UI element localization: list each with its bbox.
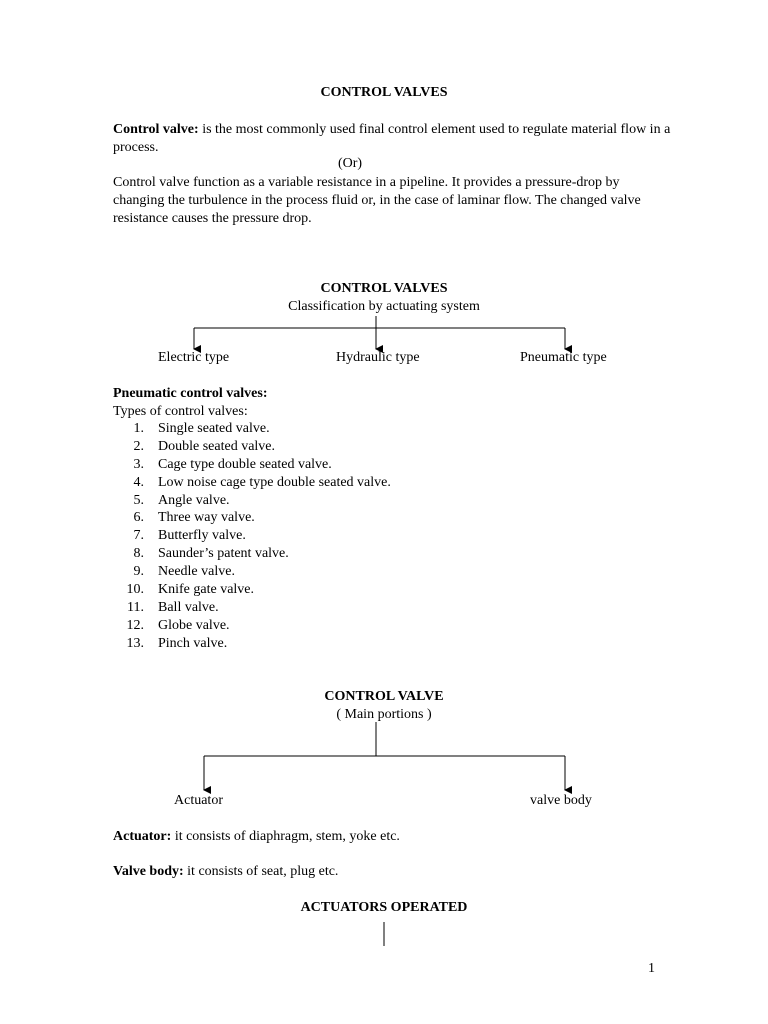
list-item: 12. Globe valve.: [126, 617, 230, 633]
list-item: 4. Low noise cage type double seated valve.: [133, 474, 391, 490]
portions-heading: CONTROL VALVE: [324, 689, 444, 704]
classification-tree: [194, 316, 565, 349]
page-number: 1: [648, 961, 655, 976]
valve-types-list: [113, 420, 613, 653]
pneumatic-heading: Pneumatic control valves:: [113, 386, 268, 401]
valve-body-term: Valve body:: [113, 864, 184, 879]
list-item: 8. Saunder’s patent valve.: [133, 546, 289, 562]
actuator-term: Actuator:: [113, 829, 172, 844]
valve-body-definition: [113, 864, 338, 880]
portion-valve-body: valve body: [530, 793, 592, 808]
portion-actuator: Actuator: [174, 793, 223, 808]
portions-subheading: ( Main portions ): [336, 707, 432, 722]
list-item: 7. Butterfly valve.: [133, 528, 246, 544]
page-title: CONTROL VALVES: [320, 85, 448, 100]
portions-tree: [204, 722, 565, 790]
branch-electric: Electric type: [158, 350, 230, 365]
intro-or: (Or): [338, 156, 363, 171]
intro-definition-text: is the most commonly used final control element used to regulate material flow in a process.: [113, 122, 671, 155]
list-item: 13. Pinch valve.: [126, 635, 228, 651]
types-label: Types of control valves:: [113, 404, 248, 419]
actuator-definition: [113, 829, 400, 845]
intro-term: Control valve:: [113, 122, 199, 137]
intro-second: Control valve function as a variable resistance in a pipeline. It provides a pressure-drop by changing the turbulence in the process fluid or, in the case of laminar flow. The changed valve resistance causes the pressure drop.: [113, 175, 641, 226]
list-item: 3. Cage type double seated valve.: [133, 456, 332, 472]
list-item: 5. Angle valve.: [133, 492, 230, 508]
branch-pneumatic: Pneumatic type: [520, 350, 607, 365]
list-item: 11. Ball valve.: [127, 599, 219, 615]
actuator-text: it consists of diaphragm, stem, yoke etc.: [171, 829, 400, 844]
actuators-heading: ACTUATORS OPERATED: [300, 900, 468, 915]
valve-body-text: it consists of seat, plug etc.: [183, 864, 339, 879]
classification-subheading: Classification by actuating system: [288, 299, 480, 314]
list-item: 10. Knife gate valve.: [126, 582, 255, 598]
list-item: 6. Three way valve.: [133, 510, 255, 526]
list-item: 1. Single seated valve.: [133, 421, 270, 436]
list-item: 9. Needle valve.: [133, 564, 235, 580]
branch-hydraulic: Hydraulic type: [336, 350, 420, 365]
classification-heading: CONTROL VALVES: [320, 281, 448, 296]
list-item: 2. Double seated valve.: [133, 438, 276, 454]
